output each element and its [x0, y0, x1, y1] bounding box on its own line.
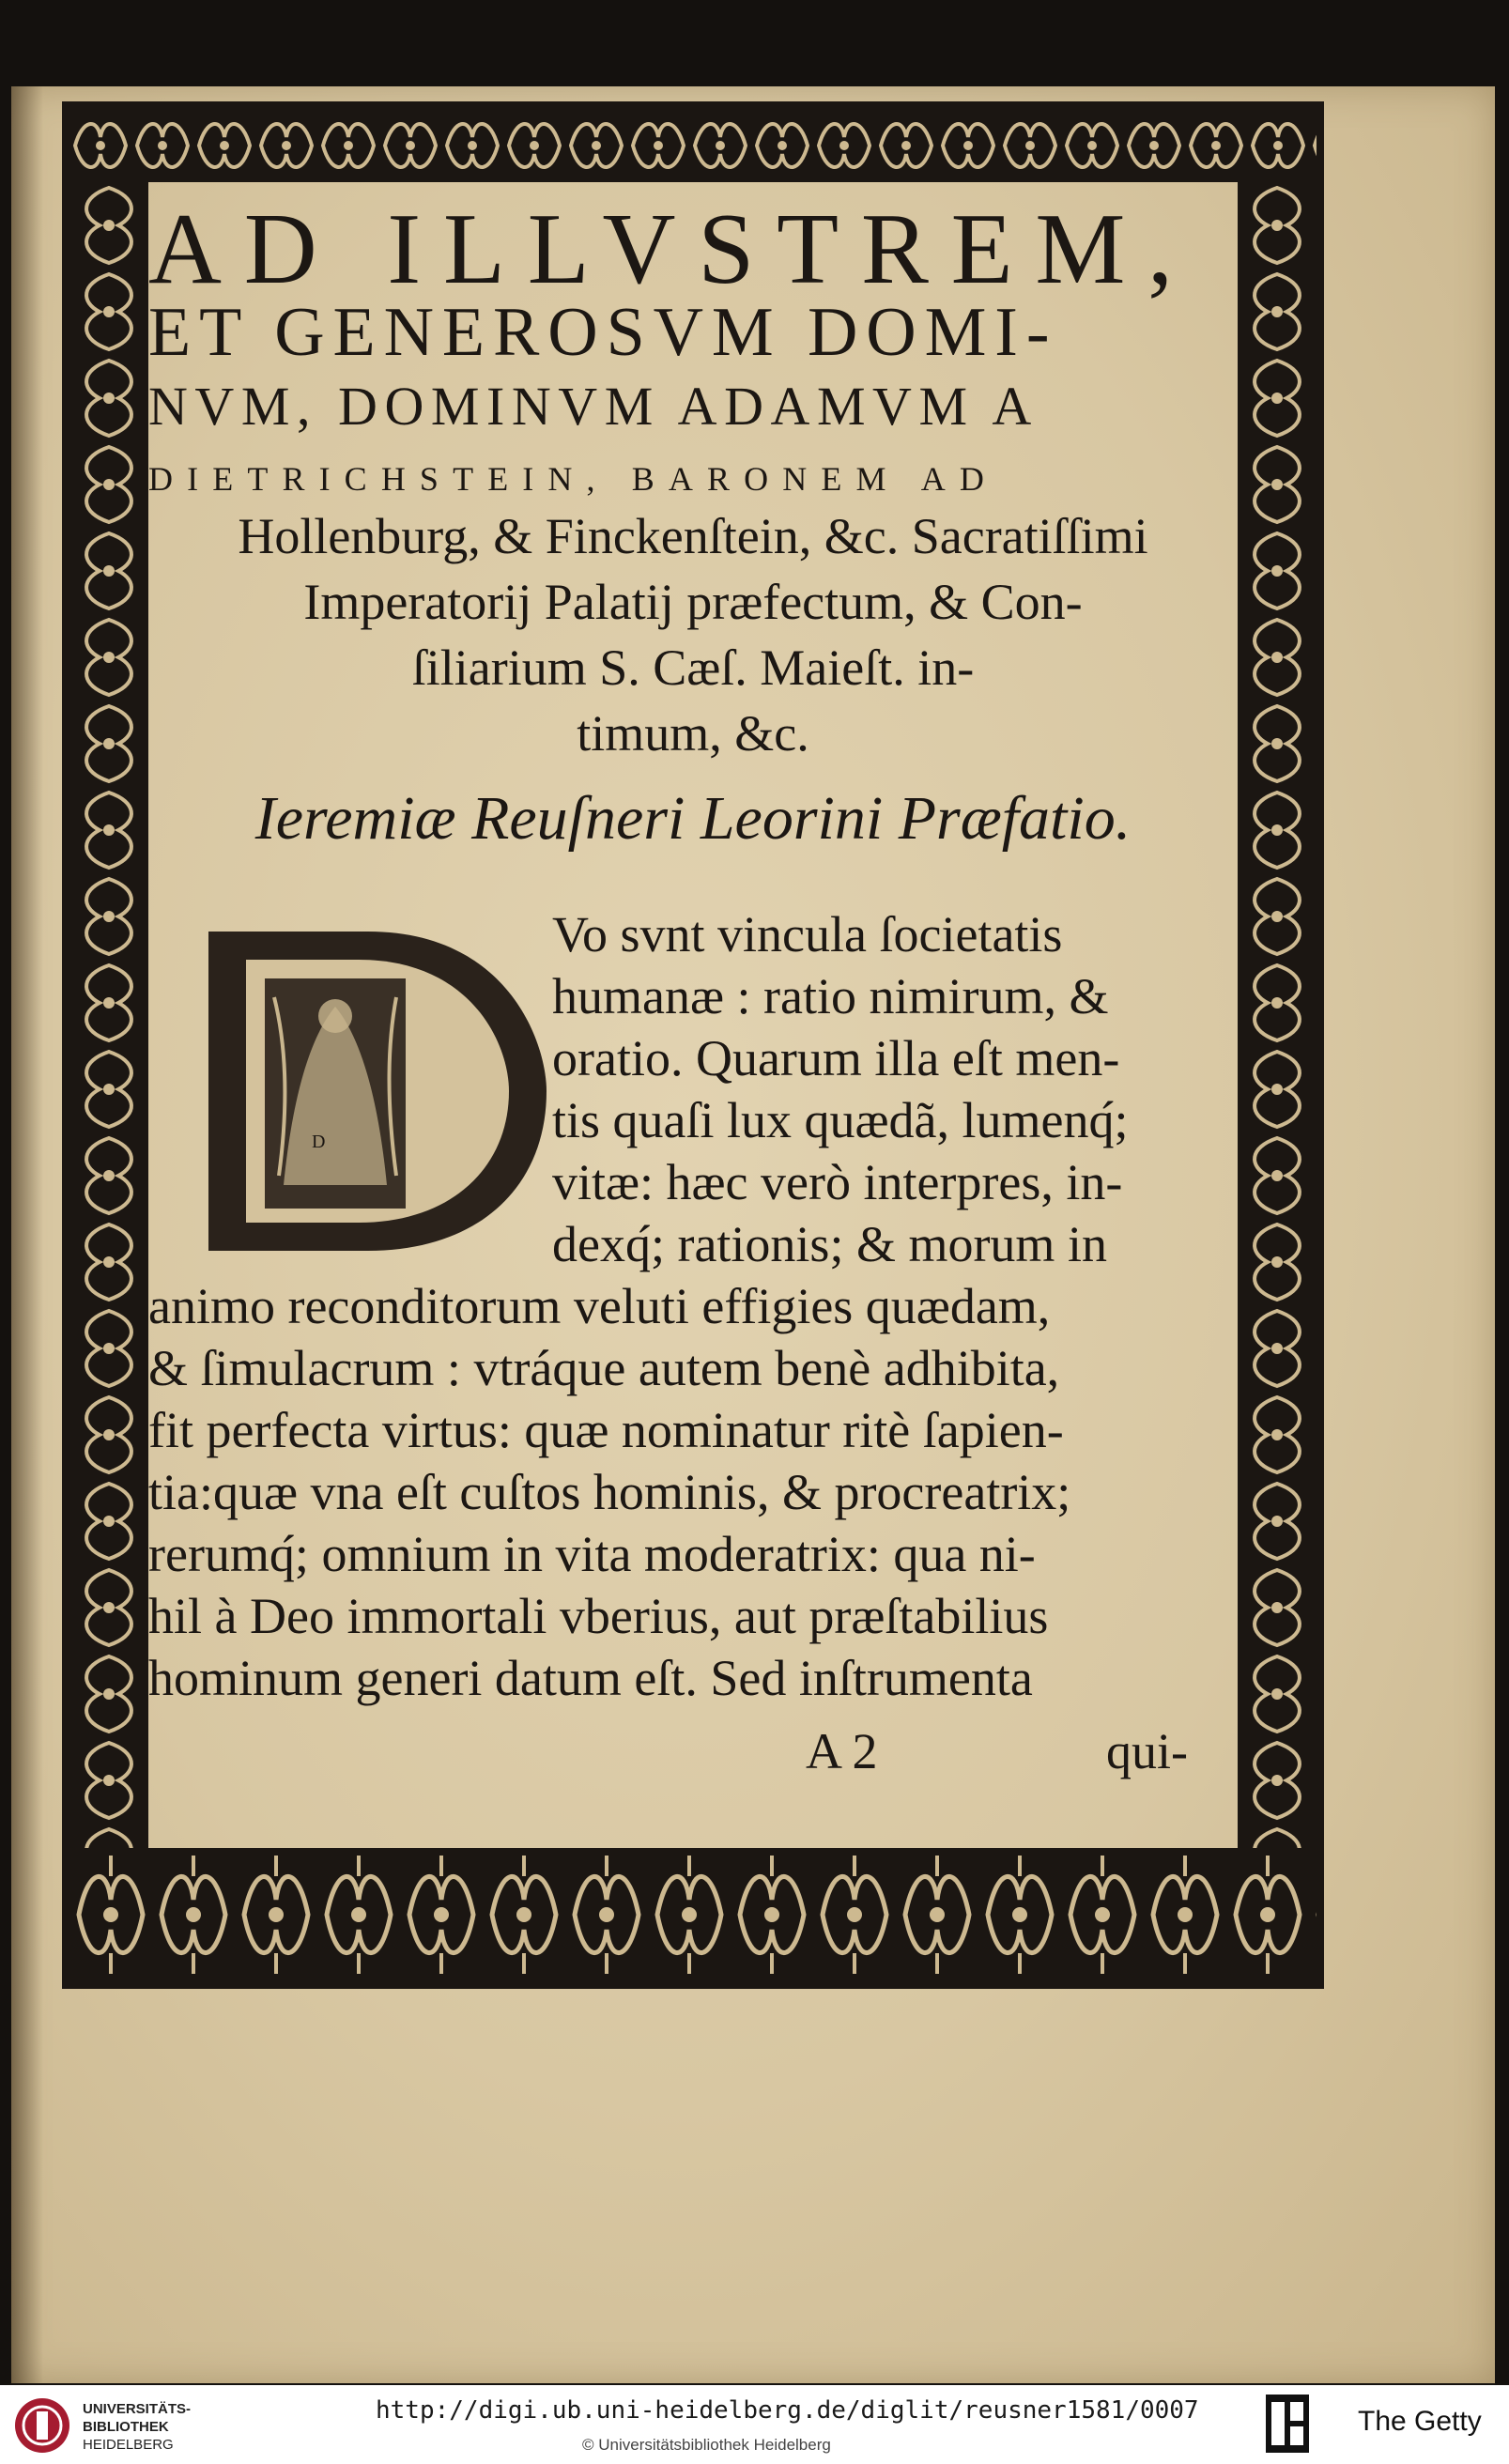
- title-line-4: DIETRICHSTEIN, BARONEM AD: [148, 460, 998, 498]
- getty-logo-icon: [1266, 2395, 1309, 2453]
- body-line: hominum generi datum eſt. Sed inſtrumenta: [148, 1650, 1033, 1706]
- text-block: [148, 182, 1238, 1848]
- body-line: dexq́; rationis; & morum in: [552, 1216, 1107, 1272]
- university-library-logo-icon: [13, 2396, 71, 2455]
- body-line: hil à Deo immortali vberius, aut præſtabilius: [148, 1588, 1049, 1644]
- library-name-line-2: BIBLIOTHEK: [83, 2419, 169, 2435]
- permalink-url[interactable]: http://digi.ub.uni-heidelberg.de/diglit/reusner1581/0007: [376, 2396, 1199, 2425]
- library-name: [83, 2400, 191, 2454]
- catchword: qui-: [1106, 1723, 1188, 1779]
- copyright-notice: © Universitätsbibliothek Heidelberg: [582, 2436, 831, 2454]
- title-line-2: ET GENEROSVM DOMI-: [148, 294, 1058, 371]
- body-line: animo reconditorum veluti effigies quædam,: [148, 1278, 1051, 1334]
- signature-mark: A 2: [806, 1723, 878, 1779]
- library-name-line-1: UNIVERSITÄTS-: [83, 2401, 192, 2417]
- svg-text:D: D: [312, 1132, 326, 1152]
- library-name-line-3: HEIDELBERG: [83, 2437, 174, 2453]
- viewer-footer: [0, 2385, 1509, 2464]
- title-line-6: Imperatorij Palatij præfectum, & Con-: [303, 574, 1083, 630]
- body-line: humanæ : ratio nimirum, &: [552, 968, 1109, 1024]
- body-line: vitæ: hæc verò interpres, in-: [552, 1154, 1123, 1210]
- body-line: oratio. Quarum illa eſt men-: [552, 1030, 1120, 1086]
- partner-name: The Getty: [1358, 2406, 1482, 2437]
- body-line: fit perfecta virtus: quæ nominatur ritè ſapien-: [148, 1402, 1064, 1458]
- dropcap-initial: [171, 903, 565, 1270]
- body-line: Vo svnt vincula ſocietatis: [552, 906, 1063, 962]
- body-line: & ſimulacrum : vtráque autem benè adhibita,: [148, 1340, 1060, 1396]
- title-line-1: AD ILLVSTREM,: [148, 193, 1195, 305]
- title-line-3: NVM, DOMINVM ADAMVM A: [148, 376, 1039, 437]
- title-line-8: timum, &c.: [577, 705, 809, 762]
- body-line: rerumq́; omnium in vita moderatrix: qua ni-: [148, 1526, 1036, 1582]
- title-line-7: ſiliarium S. Cæſ. Maieſt. in-: [411, 639, 975, 696]
- preface-heading: Ieremiæ Reuſneri Leorini Præfatio.: [254, 784, 1132, 853]
- body-line: tia:quæ vna eſt cuſtos hominis, & procreatrix;: [148, 1464, 1071, 1520]
- title-line-5: Hollenburg, & Finckenſtein, &c. Sacratiſſimi: [238, 508, 1148, 564]
- page-gutter-shadow: [11, 86, 43, 2383]
- body-line: tis quaſi lux quædã, lumenq́;: [552, 1092, 1129, 1148]
